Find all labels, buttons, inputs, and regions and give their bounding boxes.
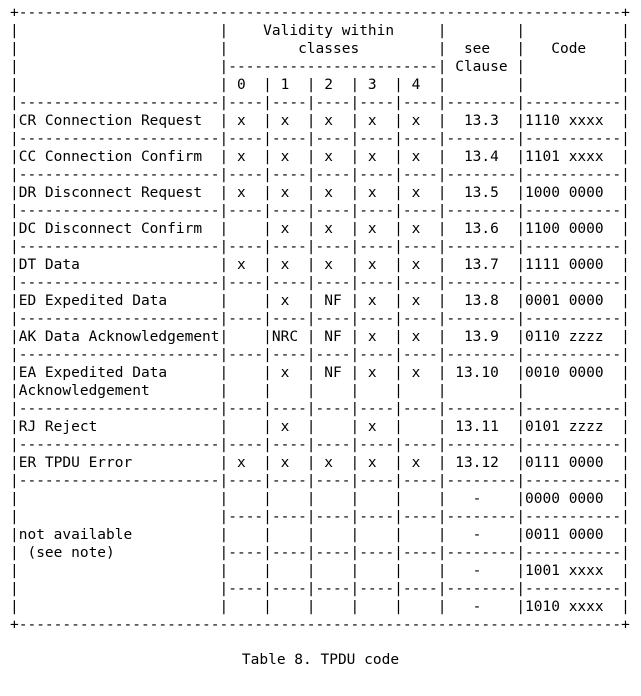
table-caption: Table 8. TPDU code (241, 652, 400, 668)
tpdu-code-table: +---------------------------------------------------------------------+ | | Validity within | | | | | classes | see | Code | | |------------------------| Clause | | | | 0 | 1 | 2 | 3 | 4 | | | |-----------------------|----|----|----|----|----|--------|-----------| |CR Connection Request | x | x | x | x | x | 13.3 |1110 xxxx | |-----------------------|----|----|----|----|----|--------|-----------| |CC Connection Confirm | x | x | x | x | x | 13.4 |1101 xxxx | |-----------------------|----|----|----|----|----|--------|-----------| |DR Disconnect Request | x | x | x | x | x | 13.5 |1000 0000 | |-----------------------|----|----|----|----|----|--------|-----------| |DC Disconnect Confirm | | x | x | x | x | 13.6 |1100 0000 | |-----------------------|----|----|----|----|----|--------|-----------| |DT Data | x | x | x | x | x | 13.7 |1111 0000 | |-----------------------|----|----|----|----|----|--------|-----------| |ED Expedited Data | | x | NF | x | x | 13.8 |0001 0000 | |-----------------------|----|----|----|----|----|--------|-----------| |AK Data Acknowledgement| |NRC | NF | x | x | 13.9 |0110 zzzz | |-----------------------|----|----|----|----|----|--------|-----------| |EA Expedited Data | | x | NF | x | x | 13.10 |0010 0000 | |Acknowledgement | | | | | | | | |-----------------------|----|----|----|----|----|--------|-----------| |RJ Reject | | x | | x | | 13.11 |0101 zzzz | |-----------------------|----|----|----|----|----|--------|-----------| |ER TPDU Error | x | x | x | x | x | 13.12 |0111 0000 | |-----------------------|----|----|----|----|----|--------|-----------| | | | | | | | - |0000 0000 | | |----|----|----|----|----|--------|-----------| |not available | | | | | | - |0011 0000 | | (see note) |----|----|----|----|----|--------|-----------| | | | | | | | - |1001 xxxx | | |----|----|----|----|----|--------|-----------| | | | | | | | - |1010 xxxx | +---------------------------------------------------------------------+ (10, 5, 630, 633)
